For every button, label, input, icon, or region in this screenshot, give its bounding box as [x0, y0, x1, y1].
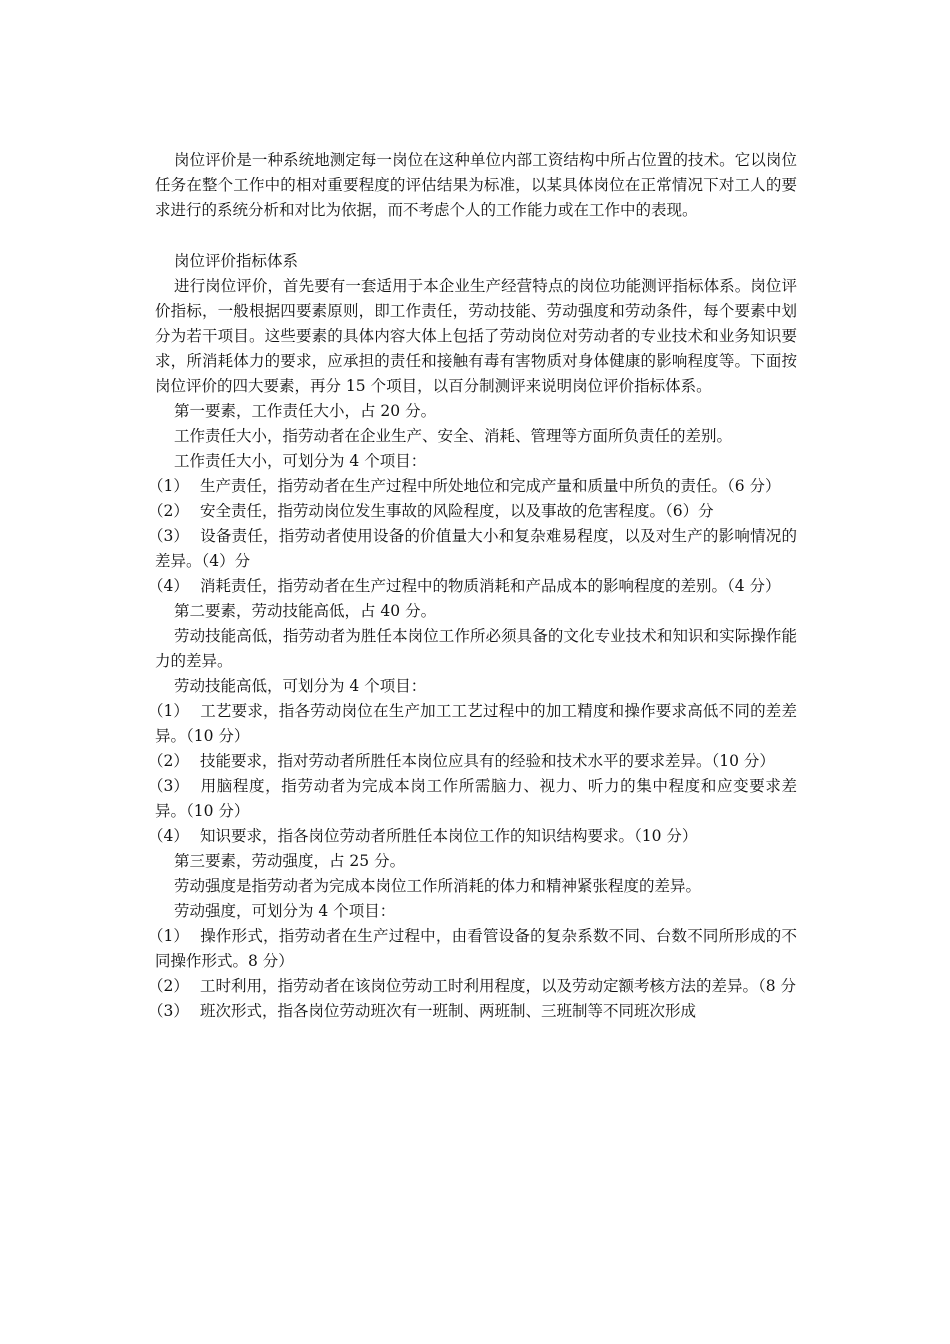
factor-heading: 第三要素，劳动强度，占 25 分。 [174, 852, 406, 870]
section-title: 岗位评价指标体系 [174, 252, 299, 270]
blank-line [155, 223, 797, 249]
item-number: （4） [148, 577, 189, 595]
item-number: （1） [148, 477, 189, 495]
factor-item [148, 574, 797, 599]
factor-item [148, 749, 797, 774]
item-text: 技能要求，指对劳动者所胜任本岗位应具有的经验和技术水平的要求差异。（10 分） [200, 752, 775, 770]
factor-item [148, 824, 797, 849]
item-number: （1） [148, 702, 189, 720]
factor-heading: 第一要素，工作责任大小，占 20 分。 [174, 402, 437, 420]
item-text: 设备责任，指劳动者使用设备的价值量大小和复杂难易程度，以及对生产的影响情况的差异。（4）分 [155, 527, 797, 570]
factor-split: 劳动技能高低，可划分为 4 个项目： [174, 677, 427, 695]
factor-split: 劳动强度，可划分为 4 个项目： [174, 902, 396, 920]
factor-definition: 劳动强度是指劳动者为完成本岗位工作所消耗的体力和精神紧张程度的差异。 [174, 877, 702, 895]
factor-item [148, 499, 797, 524]
factor-item [148, 699, 797, 749]
item-number: （4） [148, 827, 189, 845]
item-text: 操作形式，指劳动者在生产过程中，由看管设备的复杂系数不同、台数不同所形成的不同操作形式。8 分） [155, 927, 797, 970]
factor-item [148, 974, 797, 999]
item-text: 消耗责任，指劳动者在生产过程中的物质消耗和产品成本的影响程度的差别。（4 分） [200, 577, 781, 595]
item-number: （3） [148, 1002, 189, 1020]
factor-item [148, 524, 797, 574]
factor-heading: 第二要素，劳动技能高低，占 40 分。 [174, 602, 437, 620]
factor-item [148, 774, 797, 824]
document-page [148, 148, 797, 1024]
item-number: （3） [148, 527, 189, 545]
item-text: 用脑程度，指劳动者为完成本岗工作所需脑力、视力、听力的集中程度和应变要求差异。（10 分） [155, 777, 797, 820]
item-number: （2） [148, 977, 189, 995]
item-text: 工时利用，指劳动者在该岗位劳动工时利用程度，以及劳动定额考核方法的差异。（8 分 [200, 977, 797, 995]
factor-item [148, 999, 797, 1024]
factor-item [148, 474, 797, 499]
item-number: （3） [148, 777, 189, 795]
factor-split: 工作责任大小，可划分为 4 个项目： [174, 452, 427, 470]
item-text: 知识要求，指各岗位劳动者所胜任本岗位工作的知识结构要求。（10 分） [200, 827, 698, 845]
item-text: 工艺要求，指各劳动岗位在生产加工工艺过程中的加工精度和操作要求高低不同的差差异。（10 分） [155, 702, 797, 745]
item-text: 班次形式，指各岗位劳动班次有一班制、两班制、三班制等不同班次形成 [200, 1002, 697, 1020]
item-text: 安全责任，指劳动岗位发生事故的风险程度，以及事故的危害程度。（6）分 [200, 502, 714, 520]
factor-item [148, 924, 797, 974]
intro-paragraph: 岗位评价是一种系统地测定每一岗位在这种单位内部工资结构中所占位置的技术。它以岗位任务在整个工作中的相对重要程度的评估结果为标准，以某具体岗位在正常情况下对工人的要求进行的系统分析和对比为依据，而不考虑个人的工作能力或在工作中的表现。 [155, 151, 797, 219]
section-intro: 进行岗位评价，首先要有一套适用于本企业生产经营特点的岗位功能测评指标体系。岗位评价指标，一般根据四要素原则，即工作责任，劳动技能、劳动强度和劳动条件，每个要素中划分为若干项目。这些要素的具体内容大体上包括了劳动岗位对劳动者的专业技术和业务知识要求，所消耗体力的要求，应承担的责任和接触有毒有害物质对身体健康的影响程度等。下面按岗位评价的四大要素，再分 15 个项目，以百分制测评来说明岗位评价指标体系。 [155, 277, 797, 395]
factor-definition: 工作责任大小，指劳动者在企业生产、安全、消耗、管理等方面所负责任的差别。 [174, 427, 733, 445]
item-number: （2） [148, 752, 189, 770]
item-text: 生产责任，指劳动者在生产过程中所处地位和完成产量和质量中所负的责任。（6 分） [200, 477, 781, 495]
item-number: （1） [148, 927, 189, 945]
item-number: （2） [148, 502, 189, 520]
factor-definition: 劳动技能高低，指劳动者为胜任本岗位工作所必须具备的文化专业技术和知识和实际操作能力的差异。 [155, 627, 797, 670]
